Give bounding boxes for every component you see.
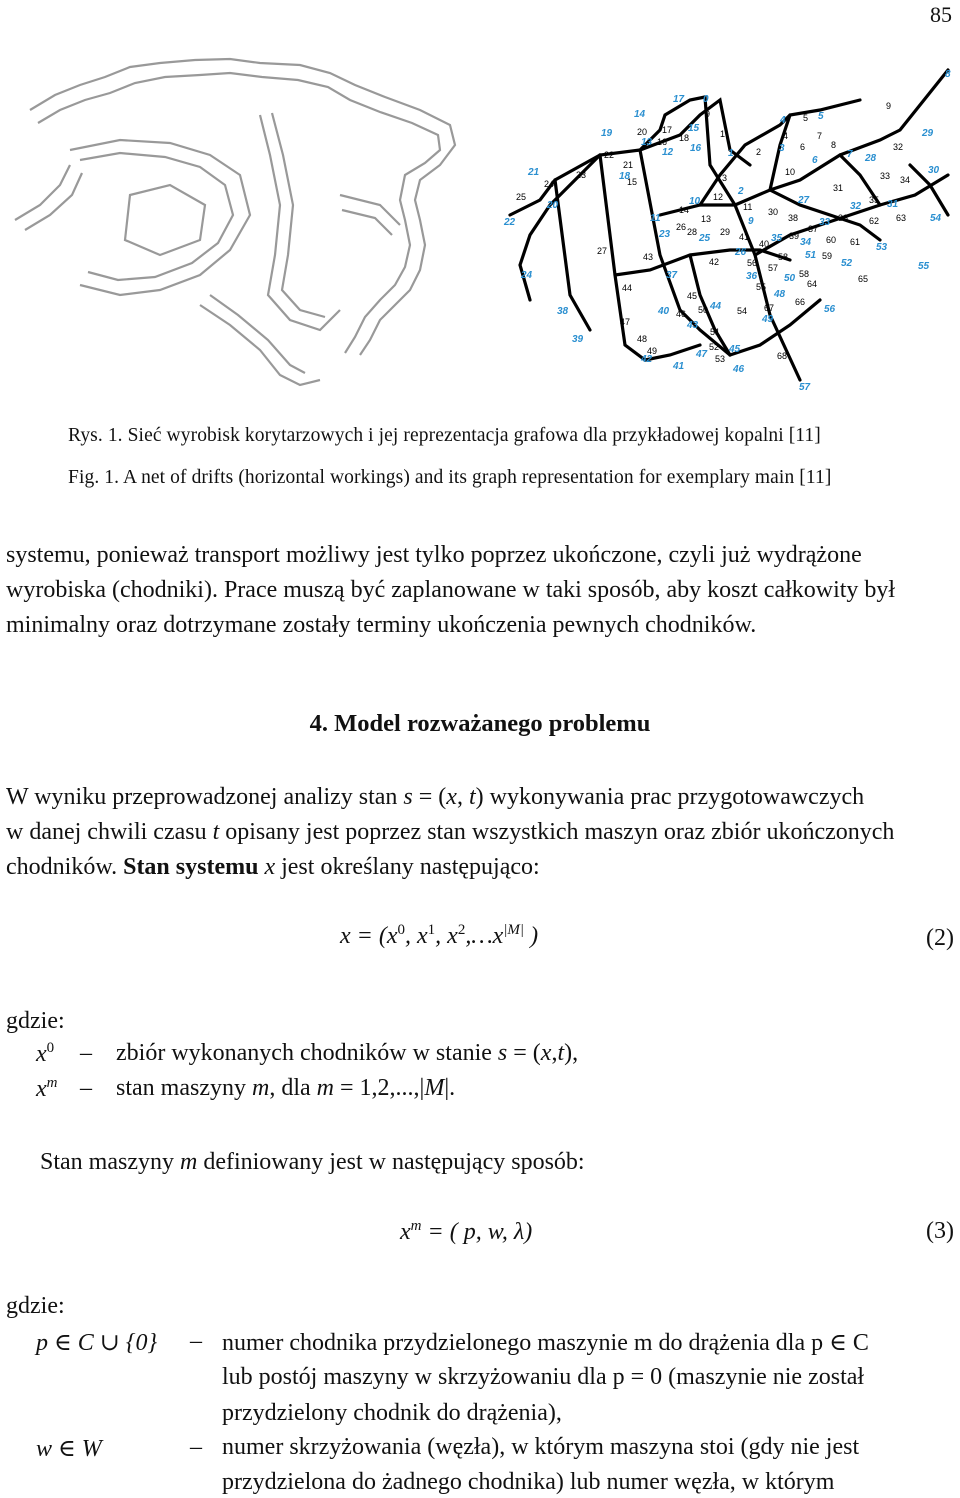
node-label: 62	[869, 216, 880, 226]
node-label: 53	[715, 354, 726, 364]
node-label: 3	[722, 173, 728, 183]
node-label-blue: 40	[658, 306, 670, 317]
node-label: 21	[623, 160, 634, 170]
node-label: 68	[777, 351, 788, 361]
gdzie-label-2: gdzie:	[6, 1293, 65, 1319]
node-label: 7	[817, 131, 823, 141]
node-label-blue: 6	[812, 155, 818, 166]
node-label: 56	[747, 258, 758, 268]
equation-3-number: (3)	[926, 1218, 954, 1244]
node-label: 32	[893, 142, 904, 152]
node-label: 16	[657, 137, 668, 147]
node-label: 9	[705, 109, 711, 119]
node-label: 10	[785, 167, 796, 177]
figure-caption-english: Fig. 1. A net of drifts (horizontal workings) and its graph representation for exemplary main [11]	[68, 467, 832, 488]
node-label-blue: 54	[930, 213, 942, 224]
node-label: 51	[710, 327, 721, 337]
node-label: 1	[720, 129, 726, 139]
node-label-blue: 10	[689, 196, 701, 207]
equation-2-number: (2)	[926, 925, 954, 951]
node-label-blue: 4	[780, 115, 786, 126]
definition-symbol: $x^m$	[36, 1075, 58, 1102]
node-label-blue: 35	[771, 233, 783, 244]
node-label: 65	[858, 274, 869, 284]
drift-outline	[15, 59, 455, 385]
node-label-blue: 46	[733, 364, 745, 375]
node-label: 39	[789, 231, 800, 241]
node-label-blue: 47	[696, 349, 708, 360]
node-label: 5	[803, 113, 809, 123]
node-label-blue: 32	[850, 201, 862, 212]
node-label: 27	[597, 246, 608, 256]
node-label-blue: 42	[641, 354, 653, 365]
node-label: 52	[709, 342, 720, 352]
page-number: 85	[930, 2, 952, 27]
node-label-blue: 5	[818, 111, 824, 122]
node-label-blue: 48	[774, 289, 786, 300]
node-label: 61	[850, 237, 861, 247]
node-label-blue: 52	[841, 258, 853, 269]
definition-text-line: numer skrzyżowania (węzła), w którym maszyna stoi (gdy nie jest	[222, 1434, 860, 1460]
node-label: 66	[795, 297, 806, 307]
node-label-blue: 16	[690, 143, 702, 154]
node-label-blue: 12	[662, 147, 674, 158]
node-label-blue: 29	[922, 128, 934, 139]
node-label: 14	[679, 205, 690, 215]
node-label: 45	[687, 291, 698, 301]
node-label: 9	[886, 101, 892, 111]
node-label: 50	[698, 305, 709, 315]
node-label-blue: 1	[728, 148, 734, 159]
node-label: 54	[737, 306, 748, 316]
paragraph-line: systemu, ponieważ transport możliwy jest tylko poprzez ukończone, czyli już wydrążone	[6, 542, 862, 568]
node-label-blue: 19	[601, 128, 613, 139]
node-label-blue: 50	[784, 273, 796, 284]
node-label: 12	[713, 192, 724, 202]
node-label: 25	[516, 192, 527, 202]
node-label-blue: 18	[619, 171, 631, 182]
node-label: 40	[759, 239, 770, 249]
node-label-blue: 26	[735, 247, 747, 258]
paragraph-line: w danej chwili czasu t opisany jest poprzez stan wszystkich maszyn oraz zbiór ukończonych	[6, 819, 895, 845]
node-label: 26	[676, 222, 687, 232]
node-label: 48	[637, 334, 648, 344]
definition-dash: –	[190, 1434, 202, 1460]
node-label-blue: 28	[865, 153, 877, 164]
node-label-blue: 49	[762, 314, 774, 325]
mine-network-figure	[0, 55, 960, 395]
node-label: 55	[756, 282, 767, 292]
equation-2: $x = (x^0$, $x^1$, $x^2,\dots x^{|M|}$ )	[340, 922, 539, 949]
node-label-blue: 20	[547, 200, 559, 211]
node-label-blue: 8	[945, 69, 951, 80]
node-label-blue: 44	[710, 301, 722, 312]
node-label: 58	[778, 252, 789, 262]
definition-row	[0, 1328, 960, 1438]
node-label-blue: 30	[928, 165, 940, 176]
node-label: 22	[604, 150, 615, 160]
node-label: 11	[743, 202, 753, 212]
node-label-blue: 14	[634, 109, 646, 120]
paragraph-2	[6, 780, 954, 885]
node-label: 49	[647, 346, 658, 356]
definition-dash: –	[80, 1040, 92, 1066]
node-label: 58	[799, 269, 810, 279]
node-label: 60	[826, 235, 837, 245]
node-label: 23	[576, 170, 587, 180]
node-label-blue: 51	[805, 250, 817, 261]
node-label: 20	[637, 127, 648, 137]
definition-text: stan maszyny m, dla m = 1,2,...,|M|.	[116, 1075, 456, 1101]
node-label: 67	[764, 303, 775, 313]
node-label-blue: 41	[673, 361, 685, 372]
node-label-blue: 9	[748, 216, 754, 227]
node-label-blue: 2	[738, 186, 744, 197]
node-label: 64	[807, 279, 818, 289]
paragraph-3	[40, 1145, 940, 1180]
paragraph-1	[6, 538, 954, 643]
node-label: 13	[701, 214, 712, 224]
node-label: 46	[676, 309, 687, 319]
figure-caption-polish: Rys. 1. Sieć wyrobisk korytarzowych i jej reprezentacja grafowa dla przykładowej kopalni [11]	[68, 425, 821, 446]
node-label: 42	[709, 257, 720, 267]
node-label: 34	[900, 175, 911, 185]
definition-dash: –	[80, 1075, 92, 1101]
definition-text-line: lub postój maszyny w skrzyżowaniu dla p = 0 (maszynie nie został	[222, 1364, 865, 1390]
node-label-blue: 17	[673, 94, 685, 105]
section-heading: 4. Model rozważanego problemu	[309, 710, 651, 737]
node-label-blue: 25	[699, 233, 711, 244]
paragraph-line: minimalny oraz dotrzymane zostały terminy ukończenia pewnych chodników.	[6, 612, 757, 638]
node-label-blue: 53	[876, 242, 888, 253]
node-label: 24	[544, 179, 555, 189]
paragraph-line: W wyniku przeprowadzonej analizy stan s = (x, t) wykonywania prac przygotowawczych	[6, 784, 865, 810]
definition-row	[0, 1040, 960, 1072]
node-label-blue: 38	[557, 306, 569, 317]
definition-symbol: $x^0$	[36, 1040, 55, 1067]
node-label: 31	[833, 183, 844, 193]
node-label: 44	[622, 283, 633, 293]
node-label: 29	[720, 227, 731, 237]
node-label-blue: 23	[659, 229, 671, 240]
node-label: 35	[869, 195, 880, 205]
node-label-blue: 24	[521, 270, 533, 281]
node-label: 28	[687, 227, 698, 237]
node-label-blue: 45	[729, 344, 741, 355]
node-label-blue: 34	[800, 237, 812, 248]
node-label: 8	[831, 140, 837, 150]
node-label: 37	[808, 224, 819, 234]
node-label-blue: 0	[703, 94, 709, 105]
node-label: 38	[788, 213, 799, 223]
definition-symbol: p ∈ C ∪ {0}	[36, 1330, 158, 1356]
node-label: 57	[768, 263, 779, 273]
node-label-blue: 15	[688, 123, 700, 134]
definition-row	[0, 1075, 960, 1107]
node-label: 41	[739, 232, 750, 242]
node-label-blue: 56	[824, 304, 836, 315]
node-label-blue: 43	[687, 320, 699, 331]
node-label-blue: 27	[798, 195, 810, 206]
node-label: 43	[643, 252, 654, 262]
node-label: 15	[627, 177, 638, 187]
node-label-blue: 39	[572, 334, 584, 345]
node-label-blue: 21	[528, 167, 540, 178]
node-label-blue: 37	[666, 270, 678, 281]
node-label: 47	[620, 317, 631, 327]
definition-text-line: przydzielona do żadnego chodnika) lub numer węzła, w którym	[222, 1469, 835, 1495]
definition-dash: –	[190, 1328, 202, 1354]
node-label: 30	[768, 207, 779, 217]
node-label: 17	[662, 125, 673, 135]
node-label-blue: 55	[918, 261, 930, 272]
node-label: 59	[822, 251, 833, 261]
node-label-blue: 57	[799, 382, 811, 393]
network-graph-svg	[0, 55, 960, 395]
node-label-blue: 33	[819, 217, 831, 228]
node-label-blue: 11	[650, 213, 661, 224]
definition-text-line: przydzielony chodnik do drążenia),	[222, 1400, 562, 1426]
node-label-blue: 13	[641, 137, 653, 148]
node-label: 4	[783, 131, 789, 141]
node-label-blue: 36	[746, 271, 758, 282]
node-label-blue: 31	[887, 199, 899, 210]
node-label: 6	[800, 142, 806, 152]
paragraph-line: Stan maszyny m definiowany jest w następujący sposób:	[40, 1149, 585, 1175]
node-label: 33	[880, 171, 891, 181]
node-label-blue: 7	[847, 149, 853, 160]
node-label: 18	[679, 133, 690, 143]
node-label: 36	[838, 213, 849, 223]
node-label: 2	[756, 147, 762, 157]
node-label-blue: 22	[504, 217, 516, 228]
definition-text-line: numer chodnika przydzielonego maszynie m do drążenia dla p ∈ C	[222, 1330, 869, 1356]
node-label: 63	[896, 213, 907, 223]
definition-row	[0, 1434, 960, 1498]
gdzie-label-1: gdzie:	[6, 1008, 65, 1034]
node-label-blue: 3	[779, 143, 785, 154]
definition-text: zbiór wykonanych chodników w stanie s = (x,t),	[116, 1040, 579, 1066]
paragraph-line: wyrobiska (chodniki). Prace muszą być zaplanowane w taki sposób, aby koszt całkowity był	[6, 577, 896, 603]
equation-3: $x^m$ = ( p, w, λ)	[400, 1218, 533, 1245]
definition-symbol: w ∈ W	[36, 1436, 102, 1462]
paragraph-line: chodników. Stan systemu x jest określany następująco:	[6, 854, 540, 880]
